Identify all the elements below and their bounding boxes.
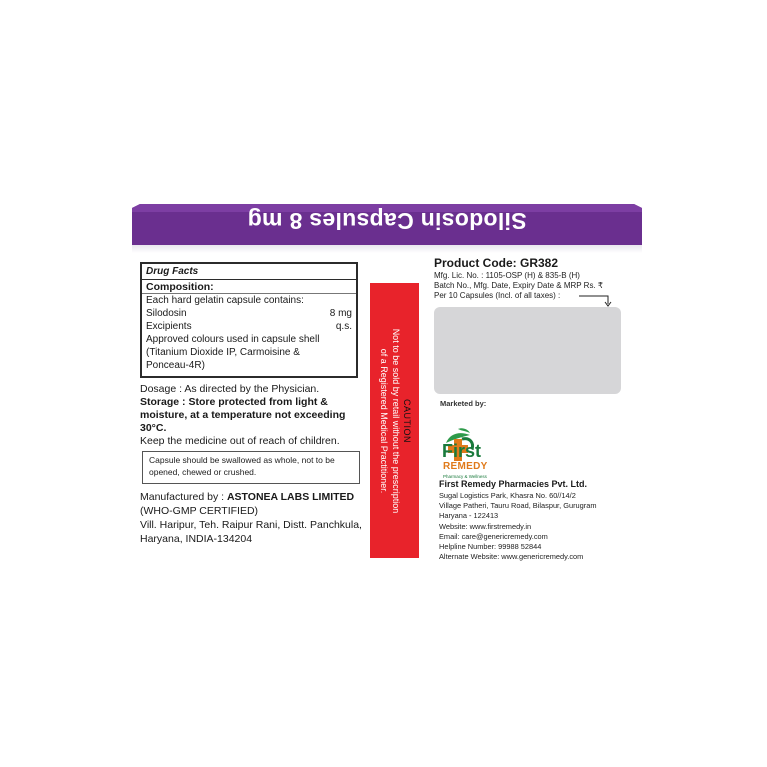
manufacturer-block <box>140 490 380 546</box>
storage-instructions: Store protected from light & moisture, at a temperature not exceeding 30°C. <box>140 396 346 434</box>
marketer-address-block <box>439 491 639 562</box>
composition-row <box>146 320 352 333</box>
caution-line: Not to be sold by retail without the prescription <box>390 328 401 513</box>
logo-remedy-text: REMEDY <box>443 461 488 472</box>
fold-shadow <box>132 245 642 253</box>
manufacturer-label: Manufactured by : <box>140 491 225 503</box>
product-code: Product Code: GR382 <box>434 256 559 270</box>
batch-print-area <box>434 307 621 394</box>
composition-row <box>146 307 352 320</box>
band-title: Silodosin Capsules 8 mg <box>247 208 527 234</box>
colours-line: Ponceau-4R) <box>146 360 205 371</box>
composition-intro: Each hard gelatin capsule contains: <box>146 295 304 306</box>
logo-first-text: First <box>442 441 482 461</box>
manufacturer-cert: (WHO-GMP CERTIFIED) <box>140 505 259 517</box>
marketed-by-label: Marketed by: <box>440 399 487 408</box>
price-line: Per 10 Capsules (Incl. of all taxes) : <box>434 291 561 300</box>
license-line: Mfg. Lic. No. : 1105-OSP (H) & 835-B (H) <box>434 271 580 280</box>
caution-title: CAUTION <box>401 398 412 443</box>
batch-line: Batch No., Mfg. Date, Expiry Date & MRP Rs. ₹ <box>434 281 603 290</box>
storage-label: Storage : <box>140 396 186 408</box>
ingredient-value: 8 mg <box>329 308 352 319</box>
drug-facts-box <box>140 262 358 378</box>
ingredient-name: Excipients <box>146 321 192 332</box>
ingredient-value: q.s. <box>335 321 352 332</box>
caution-content <box>378 283 412 558</box>
title-band <box>132 196 642 245</box>
storage-text <box>140 396 365 435</box>
composition-label: Composition: <box>142 281 356 294</box>
caution-strip <box>370 283 419 558</box>
keep-away-text: Keep the medicine out of reach of children. <box>140 435 340 447</box>
manufacturer-line <box>140 490 380 504</box>
drug-facts-heading: Drug Facts <box>142 266 356 280</box>
manufacturer-name: ASTONEA LABS LIMITED <box>226 491 355 503</box>
colours-line: (Titanium Dioxide IP, Carmoisine & <box>146 347 300 358</box>
marketer-address: Sugal Logistics Park, Khasra No. 60//14/2 <box>439 491 576 500</box>
caution-line: of a Registered Medical Practitioner. <box>378 348 389 493</box>
ingredient-name: Silodosin <box>146 308 187 319</box>
marketer-address: Village Patheri, Tauru Road, Bilaspur, Gurugram <box>439 501 597 511</box>
manufacturer-address: Vill. Haripur, Teh. Raipur Rani, Distt. Panchkula, <box>140 519 362 531</box>
marketer-email: Email: care@genericremedy.com <box>439 531 548 541</box>
manufacturer-address: Haryana, INDIA-134204 <box>140 533 253 545</box>
marketer-website: Website: www.firstremedy.in <box>439 521 532 531</box>
logo-tagline: Pharmacy & Wellness <box>443 474 487 479</box>
marketer-helpline: Helpline Number: 99988 52844 <box>439 542 542 552</box>
marketer-address: Haryana - 122413 <box>439 511 499 521</box>
marketer-alt-website: Alternate Website: www.genericremedy.com <box>439 552 584 562</box>
marketer-company-name: First Remedy Pharmacies Pvt. Ltd. <box>439 479 588 489</box>
dosage-text: Dosage : As directed by the Physician. <box>140 383 320 395</box>
colours-line: Approved colours used in capsule shell <box>146 334 320 345</box>
arrow-down-icon <box>578 294 614 308</box>
swallow-warning-box: Capsule should be swallowed as whole, not to be opened, chewed or crushed. <box>142 451 360 484</box>
